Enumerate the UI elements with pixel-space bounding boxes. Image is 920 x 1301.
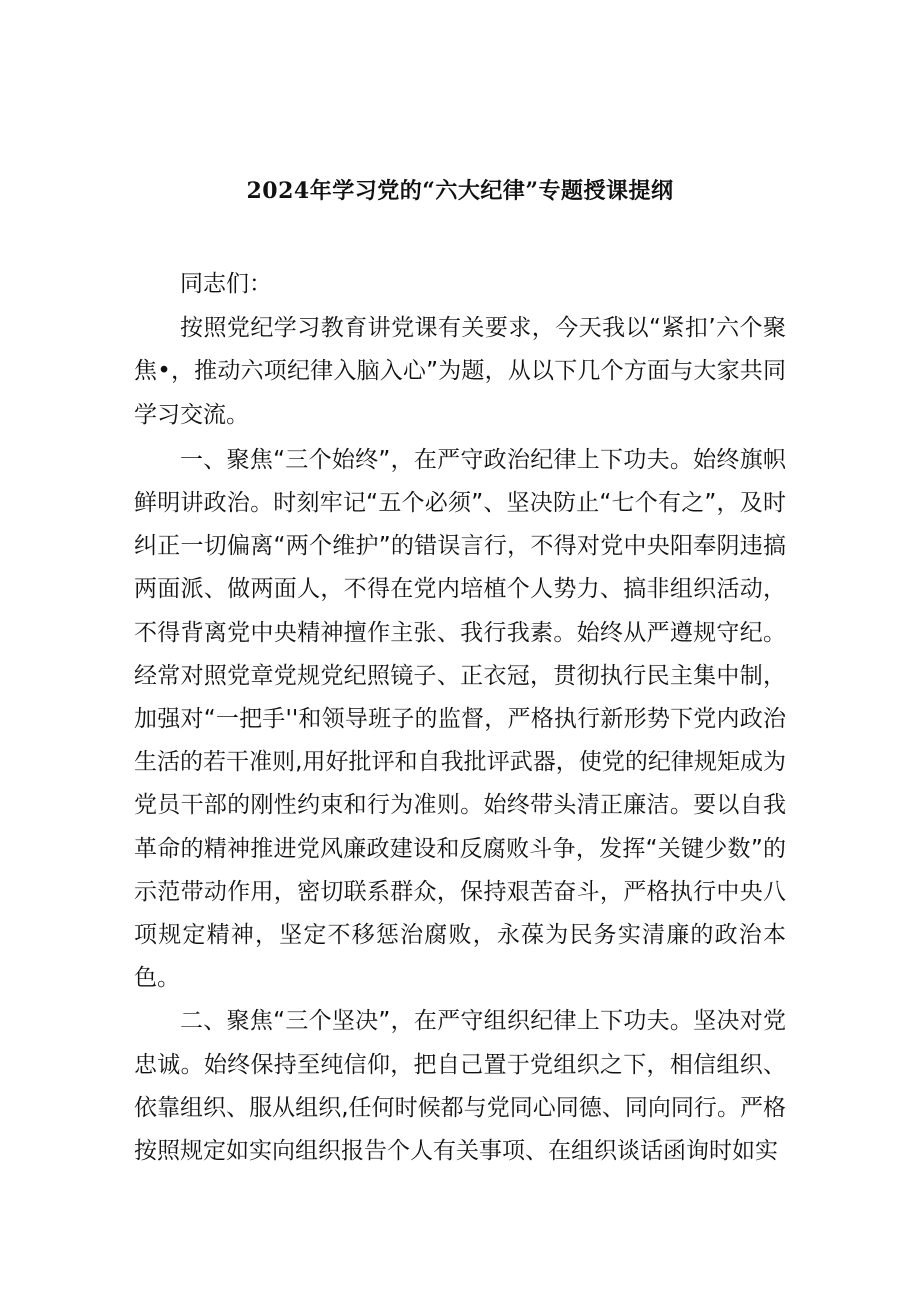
document-body <box>134 263 786 1173</box>
paragraph-organizational-discipline: 二、聚焦“三个坚决”，在严守组织纪律上下功夫。坚决对党忠诚。始终保持至纯信仰，把自己置于党组织之下，相信组织、依靠组织、服从组织,任何时候都与党同心同德、同向同行。严格按照规定如实向组织报告个人有关事项、在组织谈话函询时如实 <box>134 1008 786 1165</box>
paragraph-intro: 按照党纪学习教育讲党课有关要求，今天我以“紧扣’六个聚焦•，推动六项纪律入脑入心”为题，从以下几个方面与大家共同学习交流。 <box>134 315 786 428</box>
paragraph-political-discipline: 一、聚焦“三个始终”，在严守政治纪律上下功夫。始终旗帜鲜明讲政治。时刻牢记“五个必须”、坚决防止“七个有之”，及时纠正一切偏离“两个维护”的错误言行，不得对党中央阳奉阴违搞两面派、做两面人，不得在党内培植个人势力、搞非组织活动，不得背离党中央精神擅作主张、我行我素。始终从严遵规守纪。经常对照党章党规党纪照镜子、正衣冠，贯彻执行民主集中制，加强对“一把手''和领导班子的监督，严格执行新形势下党内政治生活的若干准则,用好批评和自我批评武器，使党的纪律规矩成为党员干部的刚性约束和行为准则。始终带头清正廉洁。要以自我革命的精神推进党风廉政建设和反腐败斗争，发挥“关键少数”的示范带动作用，密切联系群众，保持艰苦奋斗，严格执行中央八项规定精神，坚定不移惩治腐败，永葆为民务实清廉的政治本色。 <box>134 446 786 992</box>
salutation: 同志们： <box>180 271 272 297</box>
document-title: 2024年学习党的“六大纪律”专题授课提纲 <box>246 178 674 204</box>
